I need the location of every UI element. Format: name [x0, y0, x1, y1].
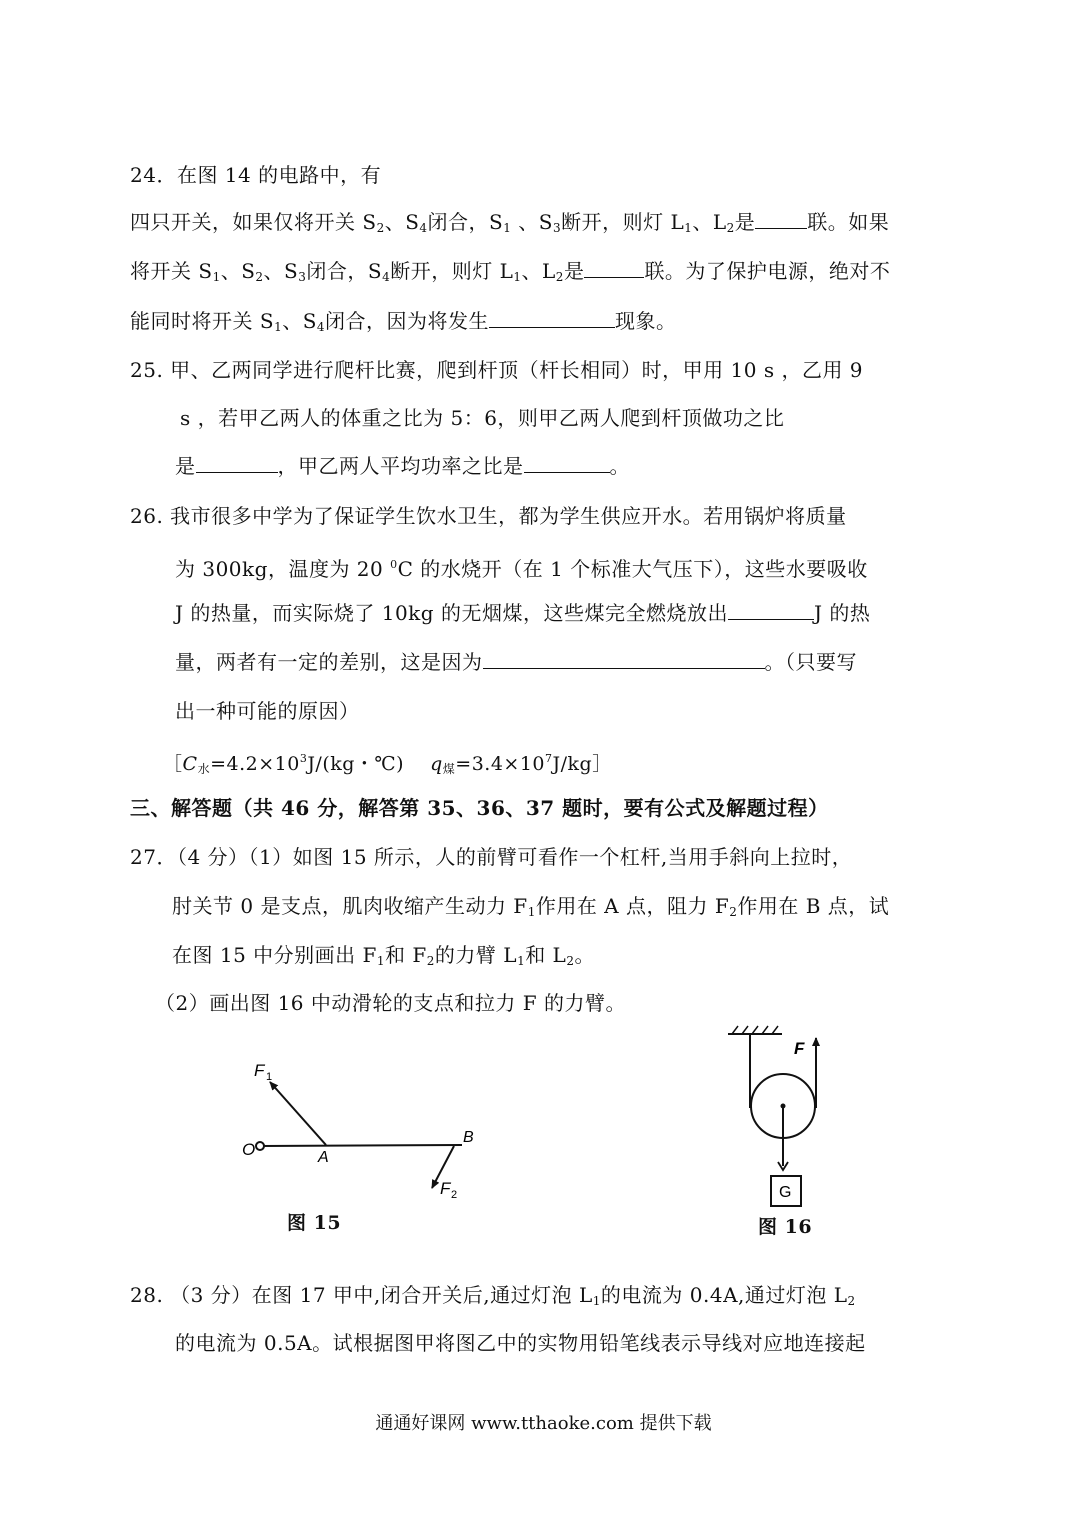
- force-f1-arrow: [270, 1082, 326, 1145]
- q28-line1: 28. （3 分）在图 17 甲中,闭合开关后,通过灯泡 $L_1$的电流为 0.4A,通过灯泡 $L_2$: [130, 1283, 856, 1308]
- q27-line2: 肘关节 0 是支点，肌肉收缩产生动力 $F_1$作用在 A 点，阻力 $F_2$作用在 B 点，试: [172, 894, 890, 919]
- figure-15-caption: 图 15: [287, 1212, 342, 1234]
- q27-line1: 27．（4 分）（1）如图 15 所示，人的前臂可看作一个杠杆,当用手斜向上拉时，: [130, 845, 853, 869]
- answer-blank[interactable]: [728, 599, 814, 620]
- answer-blank[interactable]: [196, 452, 278, 473]
- q24-line1: 24．在图 14 的电路中，有: [130, 163, 382, 187]
- answer-blank[interactable]: [584, 257, 644, 278]
- q25-line1: 25. 甲、乙两同学进行爬杆比赛，爬到杆顶（杆长相同）时，甲用 10 s ，乙用 9: [130, 358, 864, 382]
- label-a: A: [318, 1149, 329, 1166]
- answer-blank[interactable]: [755, 208, 807, 229]
- label-f1: F: [254, 1061, 265, 1080]
- label-g: G: [779, 1184, 792, 1201]
- label-f2-sub: 2: [451, 1189, 458, 1201]
- figure-15: [230, 1050, 490, 1250]
- q24-line3: 将开关 $S_1$、$S_2$、$S_3$闭合，$S_4$断开，则灯 $L_1$、$L_2$是 联。为了保护电源，绝对不: [130, 259, 891, 284]
- q26-line1: 26. 我市很多中学为了保证学生饮水卫生，都为学生供应开水。若用锅炉将质量: [130, 504, 847, 528]
- q26-line3: J 的热量，而实际烧了 10kg 的无烟煤，这些煤完全燃烧放出 J 的热: [175, 601, 871, 625]
- q26-line2: 为 300kg，温度为 20 $^0$C 的水烧开（在 1 个标准大气压下），这些水要吸收: [175, 557, 868, 581]
- q25-line3: 是 ，甲乙两人平均功率之比是 。: [175, 454, 630, 478]
- label-b: B: [463, 1129, 474, 1146]
- q28-line2: 的电流为 0.5A。试根据图甲将图乙中的实物用铅笔线表示导线对应地连接起: [175, 1331, 866, 1355]
- q26-line5: 出一种可能的原因）: [175, 699, 360, 723]
- figure-16: [716, 1018, 836, 1218]
- label-f2: F: [440, 1179, 451, 1198]
- answer-blank[interactable]: [483, 648, 765, 669]
- q24-line4: 能同时将开关 $S_1$、$S_4$闭合，因为将发生 现象。: [130, 309, 677, 334]
- pivot-o: [256, 1142, 264, 1150]
- lever-bar: [262, 1145, 462, 1146]
- q27-line4: （2）画出图 16 中动滑轮的支点和拉力 F 的力臂。: [155, 991, 626, 1015]
- q26-line4: 量，两者有一定的差别，这是因为 。（只要写: [175, 650, 857, 674]
- q26-constants: $[C_水=4.2\times 10^3J/(kg$・℃) $q_煤=3.4\times 10^7J/kg]$: [163, 752, 612, 776]
- label-f: F: [794, 1039, 805, 1058]
- q27-line3: 在图 15 中分别画出 $F_1$和 $F_2$的力臂 $L_1$和 $L_2$。: [172, 943, 595, 968]
- label-f1-sub: 1: [266, 1071, 273, 1083]
- q25-line2: s ，若甲乙两人的体重之比为 5：6，则甲乙两人爬到杆顶做功之比: [180, 406, 785, 430]
- figure-16-caption: 图 16: [758, 1216, 813, 1238]
- q24-line2: 四只开关，如果仅将开关 $S_2$、$S_4$闭合，$S_1$ 、$S_3$断开，则灯 $L_1$、$L_2$是 联。如果: [130, 210, 890, 235]
- label-o: O: [242, 1140, 256, 1159]
- answer-blank[interactable]: [524, 452, 610, 473]
- page-footer: 通通好课网 www.tthaoke.com 提供下载: [375, 1413, 712, 1434]
- answer-blank[interactable]: [489, 307, 615, 328]
- section-3-title: 三、解答题（共 46 分，解答第 35、36、37 题时，要有公式及解题过程）: [130, 796, 829, 820]
